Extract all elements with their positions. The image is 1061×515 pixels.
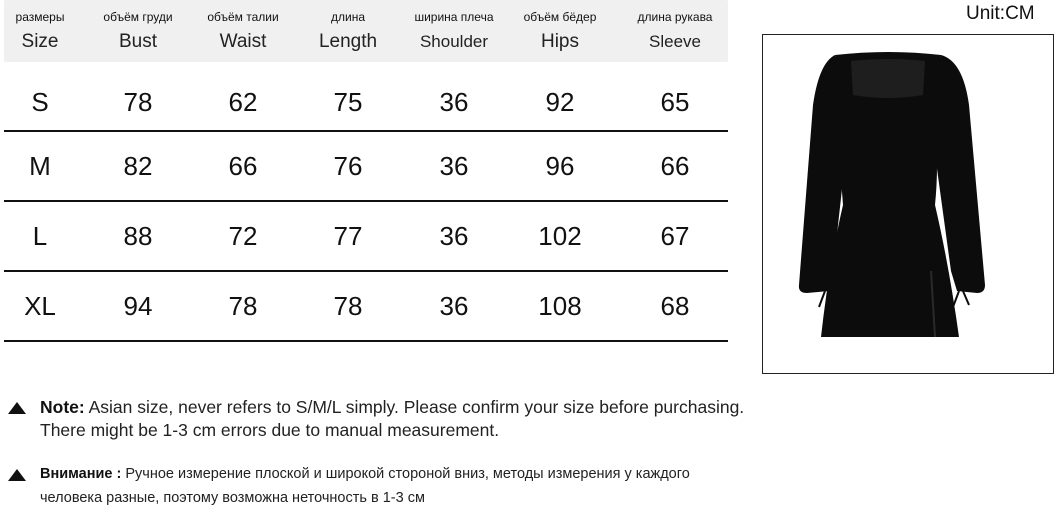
note-english — [8, 396, 748, 442]
cell-sleeve: 65 — [660, 86, 690, 117]
cell-waist: 72 — [228, 220, 258, 251]
cell-waist: 62 — [228, 86, 258, 117]
header-size-en: Size — [21, 31, 59, 52]
header-size — [4, 0, 76, 62]
note-ru-body: Ручное измерение плоской и широкой стороной вниз, методы измерения у каждого человека разные, поэтому возможна неточность в 1-3 см — [40, 466, 690, 506]
cell-waist: 78 — [228, 290, 258, 321]
header-sleeve — [622, 0, 728, 62]
size-chart-table — [4, 0, 728, 342]
header-hips-en: Hips — [540, 31, 579, 52]
notes-section — [8, 396, 748, 510]
header-hips-ru: объём бёдер — [523, 10, 597, 24]
cell-bust: 94 — [123, 290, 153, 321]
table-row — [4, 74, 728, 132]
header-sleeve-en: Sleeve — [649, 32, 701, 51]
cell-hips: 102 — [538, 220, 582, 251]
product-photo — [762, 34, 1054, 374]
triangle-icon — [8, 402, 26, 414]
header-waist-ru: объём талии — [207, 10, 279, 24]
cell-size: S — [31, 86, 49, 117]
cell-bust: 82 — [123, 150, 153, 181]
header-waist — [200, 0, 286, 62]
header-shoulder — [410, 0, 498, 62]
cell-waist: 66 — [228, 150, 258, 181]
cell-hips: 92 — [545, 86, 575, 117]
size-chart-header — [4, 0, 728, 62]
table-row — [4, 202, 728, 272]
note-russian — [8, 442, 748, 510]
table-row — [4, 132, 728, 202]
note-russian-text — [40, 462, 748, 510]
header-size-ru: размеры — [15, 10, 65, 24]
cell-size: XL — [24, 290, 56, 321]
cell-length: 75 — [333, 86, 363, 117]
cell-hips: 108 — [538, 290, 582, 321]
cell-shoulder: 36 — [439, 86, 469, 117]
header-hips — [498, 0, 622, 62]
cell-shoulder: 36 — [439, 290, 469, 321]
cell-size: L — [32, 220, 48, 251]
cell-sleeve: 66 — [660, 150, 690, 181]
cell-length: 77 — [333, 220, 363, 251]
header-bust-en: Bust — [118, 31, 158, 52]
header-length-ru: длина — [330, 10, 365, 24]
cell-shoulder: 36 — [439, 220, 469, 251]
unit-label: Unit:CM — [966, 3, 1035, 24]
header-length — [286, 0, 410, 62]
header-sleeve-ru: длина рукава — [637, 10, 713, 24]
header-waist-en: Waist — [219, 31, 267, 52]
dress-illustration — [763, 35, 1053, 373]
cell-bust: 88 — [123, 220, 153, 251]
cell-bust: 78 — [123, 86, 153, 117]
cell-size: M — [29, 150, 51, 181]
header-shoulder-ru: ширина плеча — [414, 10, 494, 24]
note-body: Asian size, never refers to S/M/L simply. Please confirm your size before purchasing. There might be 1-3 cm errors due to manual measurement. — [40, 397, 745, 440]
cell-sleeve: 67 — [660, 220, 690, 251]
cell-sleeve: 68 — [660, 290, 690, 321]
header-shoulder-en: Shoulder — [419, 32, 489, 51]
cell-shoulder: 36 — [439, 150, 469, 181]
note-title: Note: — [40, 397, 85, 417]
note-english-text — [40, 396, 748, 442]
size-chart-body — [4, 74, 728, 342]
cell-length: 78 — [333, 290, 363, 321]
header-bust — [76, 0, 200, 62]
note-ru-title: Внимание : — [40, 466, 122, 482]
triangle-icon — [8, 469, 26, 481]
cell-length: 76 — [333, 150, 363, 181]
header-length-en: Length — [318, 31, 378, 52]
header-bust-ru: объём груди — [103, 10, 173, 24]
table-row — [4, 272, 728, 342]
cell-hips: 96 — [545, 150, 575, 181]
